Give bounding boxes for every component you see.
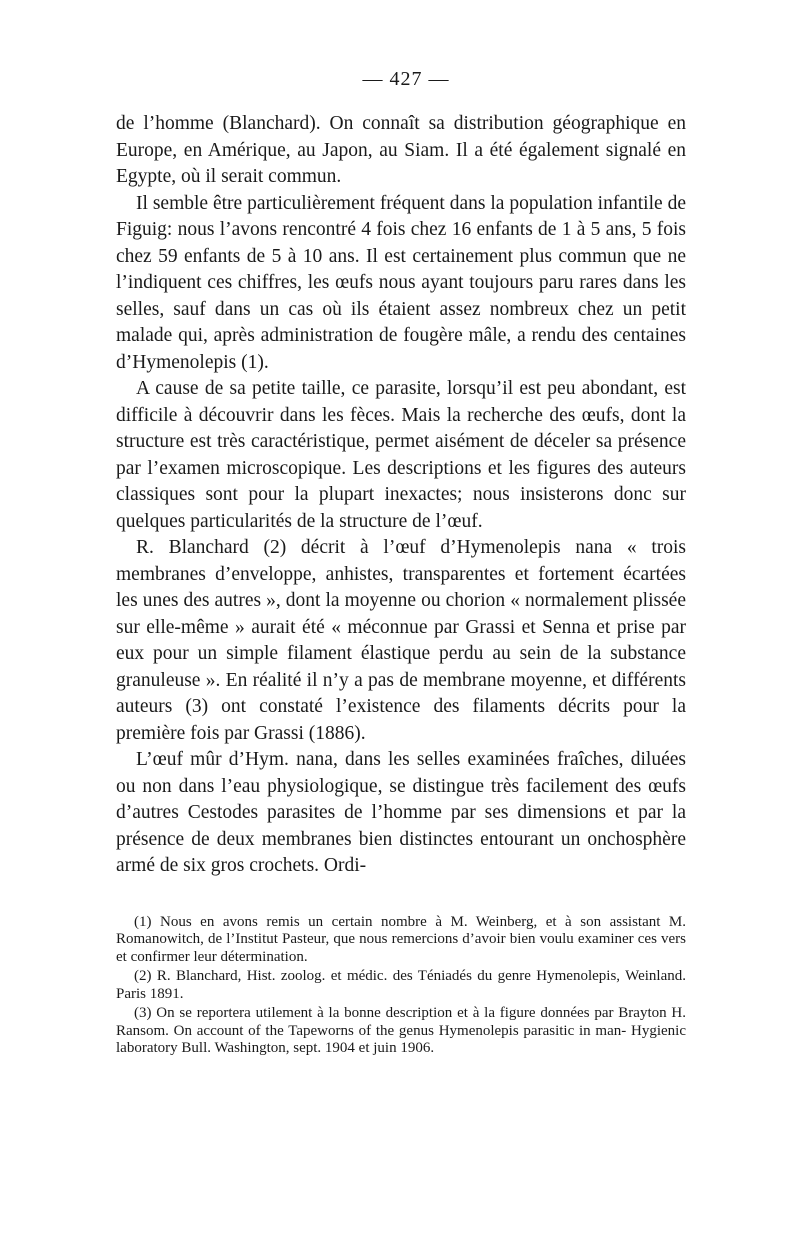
book-page [116,68,686,1060]
paragraph-5: L’œuf mûr d’Hym. nana, dans les selles examinées fraîches, diluées ou non dans l’eau physiologique, se distingue très facilement des œufs d’autres Cestodes parasites de l’homme par ses dimensions et par la présence de deux membranes bien distinctes entourant un onchosphère armé de six gros crochets. Ordi- [116,749,686,876]
paragraph-2: Il semble être particulièrement fréquent dans la population infantile de Figuig: nous l’avons rencontré 4 fois chez 16 enfants de 1 à 5 ans, 5 fois chez 59 enfants de 5 à 10 ans. Il est certainement plus commun que ne l’indiquent ces chiffres, les œufs nous ayant toujours paru rares dans les selles, sauf dans un cas où ils étaient assez nombreux chez un petit malade qui, après administration de fougère mâle, a rendu des centaines d’Hymenolepis (1). [116,192,686,373]
page-number: — 427 — [362,68,450,90]
paragraph-4: R. Blanchard (2) décrit à l’œuf d’Hymenolepis nana « trois membranes d’enveloppe, anhistes, transparentes et fortement écartées les unes des autres », dont la moyenne ou chorion « normalement plissée sur elle-même » aurait été « méconnue par Grassi et Senna et prise par eux pour un simple filament élastique perdu au sein de la substance granuleuse ». En réalité il n’y a pas de membrane moyenne, et différents auteurs (3) ont constaté l’existence des filaments décrits pour la première fois par Grassi (1886). [116,537,686,744]
footnote-2: (2) R. Blanchard, Hist. zoolog. et médic. des Téniadés du genre Hymenolepis, Weinland. Paris 1891. [116,968,686,1002]
paragraph-1: de l’homme (Blanchard). On connaît sa distribution géographique en Europe, en Amérique, au Japon, au Siam. Il a été également signalé en Egypte, où il serait commun. [116,113,686,187]
paragraph-3: A cause de sa petite taille, ce parasite, lorsqu’il est peu abondant, est difficile à découvrir dans les fèces. Mais la recherche des œufs, dont la structure est très caractéristique, permet aisément de déceler sa présence par l’examen microscopique. Les descriptions et les figures des auteurs classiques sont pour la plupart inexactes; nous insisterons donc sur quelques particularités de la structure de l’œuf. [116,378,686,532]
main-text [116,111,686,880]
footnote-3: (3) On se reportera utilement à la bonne description et à la figure données par Brayton H. Ransom. On account of the Tapeworns of the genus Hymenolepis parasitic in man- Hygienic laboratory Bull. Washington, sept. 1904 et juin 1906. [116,1005,686,1056]
footnotes [116,914,686,1058]
footnote-1: (1) Nous en avons remis un certain nombre à M. Weinberg, et à son assistant M. Romanowitch, de l’Institut Pasteur, que nous remercions d’avoir bien voulu examiner ces vers et confirmer leur détermination. [116,913,686,965]
